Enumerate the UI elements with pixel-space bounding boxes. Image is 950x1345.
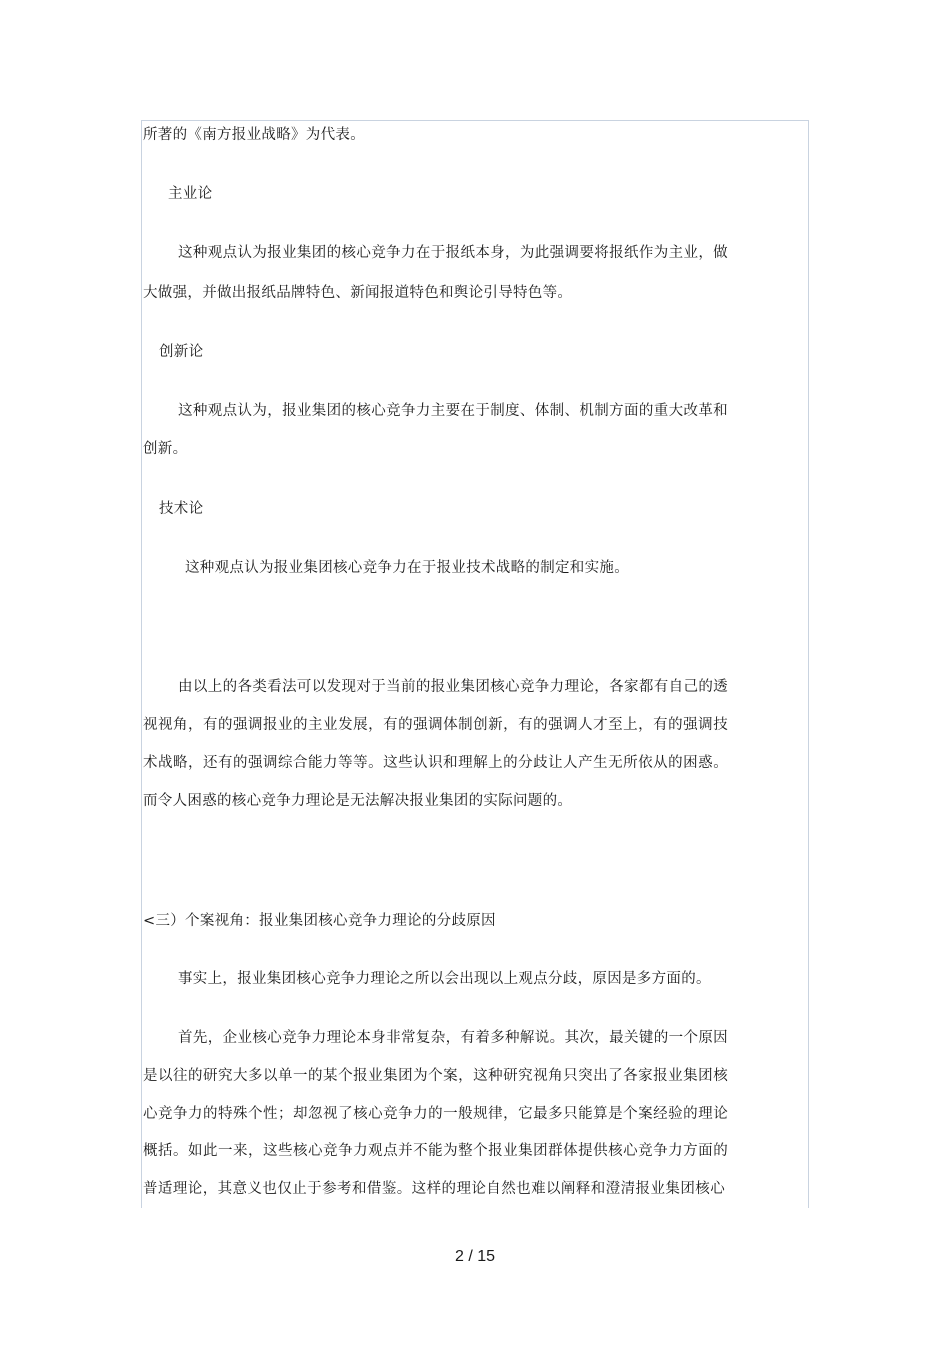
section-heading: 主业论 [168, 186, 213, 202]
text-line: 是以往的研究大多以单一的某个报业集团为个案，这种研究视角只突出了各家报业集团核 [143, 1068, 728, 1084]
text-line: 大做强，并做出报纸品牌特色、新闻报道特色和舆论引导特色等。 [143, 285, 573, 301]
text-line: 首先，企业核心竞争力理论本身非常复杂，有着多种解说。其次，最关键的一个原因 [178, 1030, 728, 1046]
text-line: 而令人困惑的核心竞争力理论是无法解决报业集团的实际问题的。 [143, 793, 573, 809]
text-line: 所著的《南方报业战略》为代表。 [143, 127, 365, 143]
text-line: 术战略，还有的强调综合能力等等。这些认识和理解上的分歧让人产生无所依从的困惑。 [143, 755, 728, 771]
text-line: 概括。如此一来，这些核心竞争力观点并不能为整个报业集团群体提供核心竞争力方面的 [143, 1143, 728, 1159]
page-number: 2 / 15 [454, 1248, 496, 1265]
text-line: 视视角，有的强调报业的主业发展，有的强调体制创新，有的强调人才至上，有的强调技 [143, 717, 728, 733]
text-line: 创新。 [143, 441, 188, 457]
text-line: 这种观点认为，报业集团的核心竞争力主要在于制度、体制、机制方面的重大改革和 [178, 403, 728, 419]
section-heading: 创新论 [159, 344, 204, 360]
text-line: 这种观点认为报业集团核心竞争力在于报业技术战略的制定和实施。 [185, 560, 629, 576]
text-line: 普适理论，其意义也仅止于参考和借鉴。这样的理论自然也难以阐释和澄清报业集团核心 [143, 1181, 725, 1197]
subsection-heading: <三）个案视角：报业集团核心竞争力理论的分歧原因 [143, 913, 496, 929]
text-line: 这种观点认为报业集团的核心竞争力在于报纸本身，为此强调要将报纸作为主业，做 [178, 245, 728, 261]
text-line: 心竞争力的特殊个性；却忽视了核心竞争力的一般规律，它最多只能算是个案经验的理论 [143, 1106, 728, 1122]
section-heading: 技术论 [159, 501, 204, 517]
text-line: 由以上的各类看法可以发现对于当前的报业集团核心竞争力理论，各家都有自己的透 [178, 679, 728, 695]
text-line: 事实上，报业集团核心竞争力理论之所以会出现以上观点分歧，原因是多方面的。 [178, 971, 711, 987]
